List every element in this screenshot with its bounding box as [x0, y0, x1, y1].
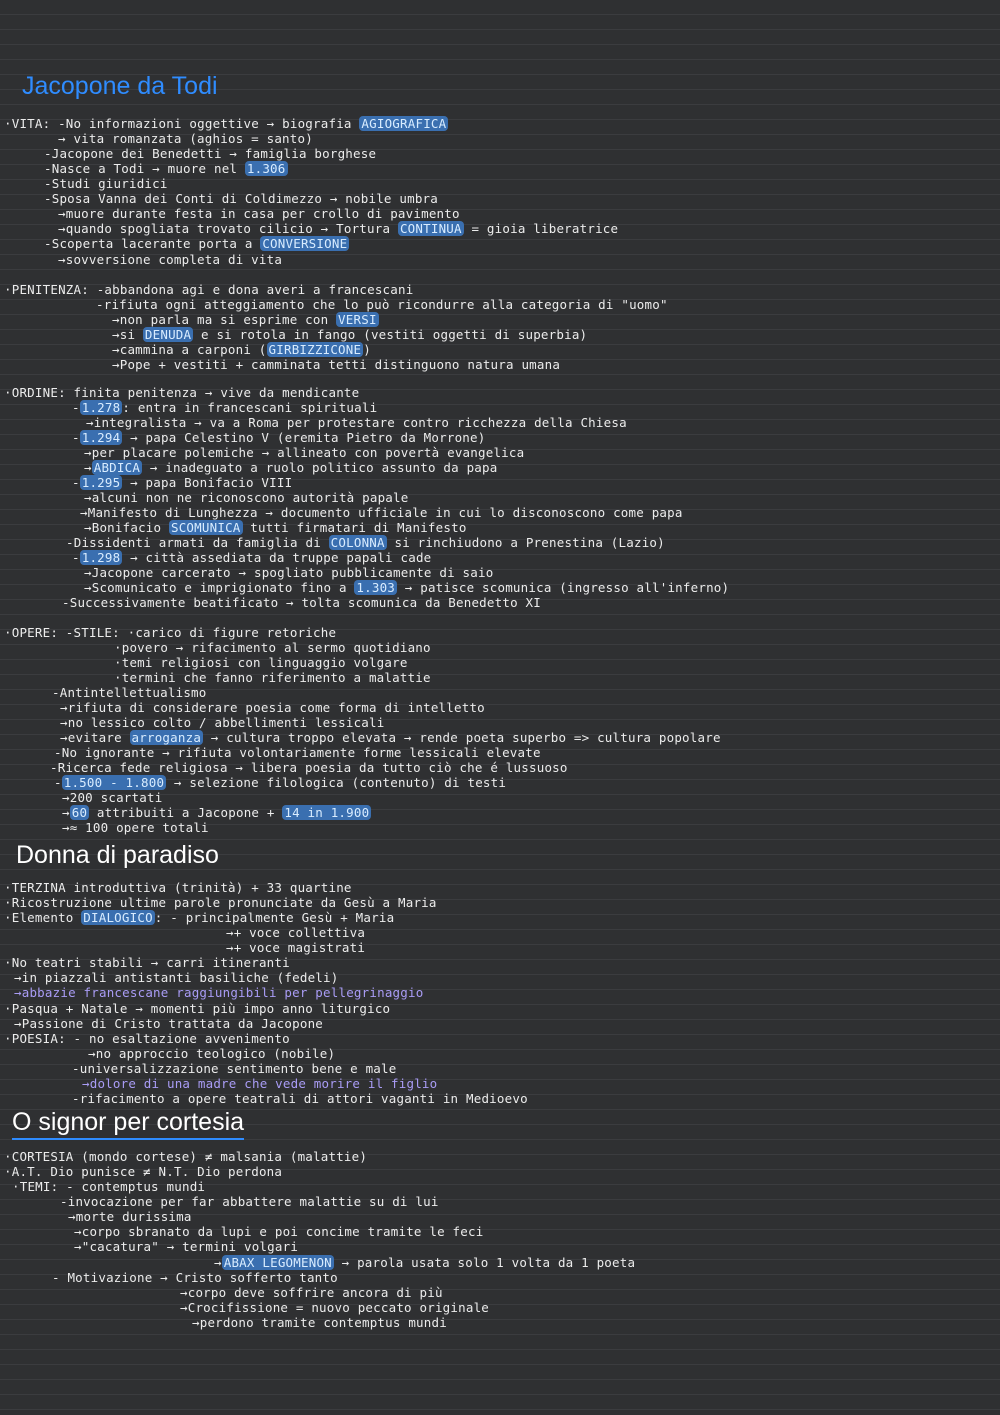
note-line: [4, 1165, 282, 1179]
line-text: ·A.T. Dio punisce ≠ N.T. Dio perdona: [4, 1164, 283, 1179]
note-line: [84, 446, 524, 460]
note-line: [62, 821, 209, 835]
line-text: -: [72, 475, 80, 490]
note-line: [226, 941, 365, 955]
note-line: [72, 476, 292, 490]
line-text: → papa Celestino V (eremita Pietro da Morrone): [122, 430, 486, 445]
line-text: →morte durissima: [68, 1209, 192, 1224]
note-line: [112, 358, 560, 372]
line-text: ): [363, 342, 371, 357]
line-text: ·No teatri stabili → carri itineranti: [4, 955, 290, 970]
line-text: →rifiuta di considerare poesia come forma di intelletto: [60, 700, 485, 715]
note-line: [58, 132, 313, 146]
line-text: →Passione di Cristo trattata da Jacopone: [14, 1016, 324, 1031]
note-line: [14, 986, 423, 1000]
note-line: [112, 328, 587, 342]
line-text: ·VITA: -No informazioni oggettive → biografia: [4, 116, 360, 131]
note-line: [72, 1092, 528, 1106]
note-line: [88, 1047, 335, 1061]
note-line: [72, 431, 485, 445]
note-line: [44, 192, 438, 206]
line-text: →≈ 100 opere totali: [62, 820, 209, 835]
note-line: [112, 313, 379, 327]
note-line: [58, 207, 460, 221]
note-line: [84, 461, 497, 475]
note-line: [14, 1017, 323, 1031]
highlight-term: SCOMUNICA: [170, 520, 241, 535]
note-line: [4, 911, 394, 925]
highlight-term: AGIOGRAFICA: [361, 116, 447, 131]
note-line: [66, 536, 665, 550]
note-line: [112, 343, 371, 357]
note-line: [86, 416, 627, 430]
note-line: [84, 521, 467, 535]
line-text: ·CORTESIA (mondo cortese) ≠ malsania (malattie): [4, 1149, 368, 1164]
highlight-term: 1.298: [81, 550, 121, 565]
title-donna-di-paradiso: Donna di paradiso: [16, 841, 219, 869]
note-line: [60, 701, 485, 715]
note-line: [180, 1301, 489, 1315]
line-text: → patisce scomunica (ingresso all'inferno): [397, 580, 730, 595]
line-text: →muore durante festa in casa per crollo di pavimento: [58, 206, 460, 221]
note-line: [74, 1240, 298, 1254]
line-text: -Antintellettualismo: [52, 685, 207, 700]
line-text: -No ignorante → rifiuta volontariamente forme lessicali elevate: [54, 745, 541, 760]
note-line: [72, 551, 431, 565]
highlight-term: CONTINUA: [399, 221, 462, 236]
highlight-term: 1.500 - 1.800: [63, 775, 165, 790]
note-line: [60, 1195, 439, 1209]
note-line: [72, 1062, 396, 1076]
line-text: →cammina a carponi (: [112, 342, 267, 357]
note-line: [226, 926, 365, 940]
line-text: →Bonifacio: [84, 520, 169, 535]
note-line: [74, 1225, 483, 1239]
note-line: [4, 283, 413, 297]
line-text: -: [72, 400, 80, 415]
line-text: →200 scartati: [62, 790, 163, 805]
note-line: [72, 401, 377, 415]
note-line: [44, 177, 168, 191]
note-line: [4, 117, 448, 131]
line-text: ·ORDINE: finita penitenza → vive da mendicante: [4, 385, 360, 400]
highlight-term: CONVERSIONE: [262, 236, 348, 251]
note-line: [52, 686, 207, 700]
line-text: -rifiuta ogni atteggiamento che lo può ricondurre alla categoria di "uomo": [96, 297, 668, 312]
note-line: [4, 956, 290, 970]
line-text: ·OPERE: -STILE: ·carico di figure retoriche: [4, 625, 337, 640]
line-text: →per placare polemiche → allineato con povertà evangelica: [84, 445, 525, 460]
line-text: →integralista → va a Roma per protestare contro ricchezza della Chiesa: [86, 415, 627, 430]
highlight-term: 14 in 1.900: [284, 805, 370, 820]
line-text: → selezione filologica (contenuto) di testi: [166, 775, 507, 790]
highlight-term: 1.278: [81, 400, 121, 415]
line-text: →in piazzali antistanti basiliche (fedeli): [14, 970, 339, 985]
note-line: [114, 656, 408, 670]
line-text: : entra in francescani spirituali: [122, 400, 378, 415]
line-text: si rinchiudono a Prenestina (Lazio): [386, 535, 665, 550]
note-line: [4, 386, 359, 400]
note-line: [44, 237, 349, 251]
line-text: ·Elemento: [4, 910, 82, 925]
highlight-term: GIRBIZZICONE: [268, 342, 362, 357]
line-text: -Scoperta lacerante porta a: [44, 236, 261, 251]
line-text: →: [62, 805, 70, 820]
highlight-term: 1.306: [246, 161, 286, 176]
highlight-term: ABAX LEGOMENON: [223, 1255, 332, 1270]
line-text: -Ricerca fede religiosa → libera poesia da tutto ciò che é lussuoso: [50, 760, 568, 775]
note-line: [4, 881, 352, 895]
line-text: →abbazie francescane raggiungibili per pellegrinaggio: [14, 985, 424, 1000]
line-text: = gioia liberatrice: [463, 221, 619, 236]
highlight-term: ABDICA: [93, 460, 141, 475]
line-text: ·TERZINA introduttiva (trinità) + 33 quartine: [4, 880, 352, 895]
line-text: ·POESIA: - no esaltazione avvenimento: [4, 1031, 290, 1046]
note-line: [54, 776, 506, 790]
line-text: attribuiti a Jacopone +: [89, 805, 283, 820]
line-text: →: [214, 1255, 222, 1270]
line-text: →Jacopone carcerato → spogliato pubblicamente di saio: [84, 565, 494, 580]
line-text: →Pope + vestiti + camminata tetti distinguono natura umana: [112, 357, 561, 372]
line-text: →Crocifissione = nuovo peccato originale: [180, 1300, 490, 1315]
title-o-signor-per-cortesia: O signor per cortesia: [12, 1108, 244, 1140]
line-text: ·PENITENZA: -abbandona agi e dona averi a francescani: [4, 282, 414, 297]
note-line: [60, 731, 721, 745]
line-text: →corpo deve soffrire ancora di più: [180, 1285, 443, 1300]
note-line: [4, 1002, 390, 1016]
line-text: →alcuni non ne riconoscono autorità papale: [84, 490, 409, 505]
line-text: → inadeguato a ruolo politico assunto da papa: [142, 460, 498, 475]
line-text: →Manifesto di Lunghezza → documento ufficiale in cui lo disconoscono come papa: [80, 505, 683, 520]
line-text: →"cacatura" → termini volgari: [74, 1239, 299, 1254]
line-text: -invocazione per far abbattere malattie su di lui: [60, 1194, 439, 1209]
note-line: [12, 1180, 205, 1194]
note-line: [80, 506, 683, 520]
note-line: [214, 1256, 635, 1270]
line-text: →Scomunicato e imprigionato fino a: [84, 580, 355, 595]
line-text: : - principalmente Gesù + Maria: [154, 910, 395, 925]
line-text: -: [54, 775, 62, 790]
line-text: ·Ricostruzione ultime parole pronunciate da Gesù a Maria: [4, 895, 437, 910]
note-line: [62, 806, 371, 820]
note-line: [84, 566, 493, 580]
line-text: →sovversione completa di vita: [58, 252, 283, 267]
line-text: → vita romanzata (aghios = santo): [58, 131, 313, 146]
note-line: [62, 791, 162, 805]
note-line: [84, 491, 408, 505]
line-text: → parola usata solo 1 volta da 1 poeta: [333, 1255, 636, 1270]
line-text: →evitare: [60, 730, 130, 745]
line-text: -: [72, 550, 80, 565]
line-text: tutti firmatari di Manifesto: [242, 520, 467, 535]
note-line: [60, 716, 384, 730]
highlight-term: COLONNA: [330, 535, 385, 550]
line-text: →dolore di una madre che vede morire il figlio: [82, 1076, 438, 1091]
line-text: → cultura troppo elevata → rende poeta superbo => cultura popolare: [203, 730, 721, 745]
note-line: [192, 1316, 447, 1330]
note-line: [54, 746, 541, 760]
note-line: [4, 626, 336, 640]
note-line: [14, 971, 338, 985]
line-text: →no approccio teologico (nobile): [88, 1046, 336, 1061]
title-jacopone: Jacopone da Todi: [22, 72, 218, 100]
note-line: [84, 581, 729, 595]
line-text: -: [72, 430, 80, 445]
line-text: ·temi religiosi con linguaggio volgare: [114, 655, 408, 670]
highlight-term: 1.303: [356, 580, 396, 595]
note-line: [44, 147, 376, 161]
line-text: →+ voce magistrati: [226, 940, 366, 955]
note-line: [114, 641, 431, 655]
note-line: [4, 896, 437, 910]
line-text: -Jacopone dei Benedetti → famiglia borghese: [44, 146, 377, 161]
line-text: -Successivamente beatificato → tolta scomunica da Benedetto XI: [62, 595, 541, 610]
note-line: [4, 1150, 367, 1164]
line-text: →quando spogliata trovato cilicio → Tortura: [58, 221, 398, 236]
line-text: ·TEMI: - contemptus mundi: [12, 1179, 206, 1194]
note-line: [68, 1210, 192, 1224]
line-text: ·termini che fanno riferimento a malattie: [114, 670, 431, 685]
highlight-term: DENUDA: [144, 327, 192, 342]
highlight-term: 1.295: [81, 475, 121, 490]
note-line: [50, 761, 568, 775]
line-text: - Motivazione → Cristo sofferto tanto: [52, 1270, 338, 1285]
note-line: [52, 1271, 338, 1285]
line-text: →corpo sbranato da lupi e poi concime tramite le feci: [74, 1224, 484, 1239]
line-text: →perdono tramite contemptus mundi: [192, 1315, 447, 1330]
line-text: →si: [112, 327, 143, 342]
line-text: → città assediata da truppe papali cade: [122, 550, 432, 565]
line-text: →no lessico colto / abbellimenti lessicali: [60, 715, 385, 730]
line-text: -universalizzazione sentimento bene e male: [72, 1061, 397, 1076]
line-text: -Dissidenti armati da famiglia di: [66, 535, 329, 550]
line-text: -Nasce a Todi → muore nel: [44, 161, 245, 176]
note-line: [44, 162, 288, 176]
highlight-term: 60: [71, 805, 88, 820]
line-text: e si rotola in fango (vestiti oggetti di superbia): [193, 327, 588, 342]
line-text: ·povero → rifacimento al sermo quotidiano: [114, 640, 431, 655]
line-text: -Sposa Vanna dei Conti di Coldimezzo → nobile umbra: [44, 191, 439, 206]
note-line: [62, 596, 541, 610]
line-text: ·Pasqua + Natale → momenti più impo anno liturgico: [4, 1001, 391, 1016]
note-line: [58, 222, 618, 236]
line-text: -rifacimento a opere teatrali di attori vaganti in Medioevo: [72, 1091, 528, 1106]
highlight-term: VERSI: [338, 312, 377, 327]
line-text: -Studi giuridici: [44, 176, 168, 191]
note-line: [4, 1032, 290, 1046]
note-line: [180, 1286, 443, 1300]
note-line: [114, 671, 431, 685]
note-line: [82, 1077, 437, 1091]
note-line: [58, 253, 282, 267]
highlight-term: DIALOGICO: [83, 910, 153, 925]
line-text: →non parla ma si esprime con: [112, 312, 337, 327]
line-text: →+ voce collettiva: [226, 925, 366, 940]
highlight-term: arroganza: [131, 730, 202, 745]
note-line: [96, 298, 668, 312]
line-text: →: [84, 460, 92, 475]
line-text: → papa Bonifacio VIII: [122, 475, 293, 490]
highlight-term: 1.294: [81, 430, 121, 445]
